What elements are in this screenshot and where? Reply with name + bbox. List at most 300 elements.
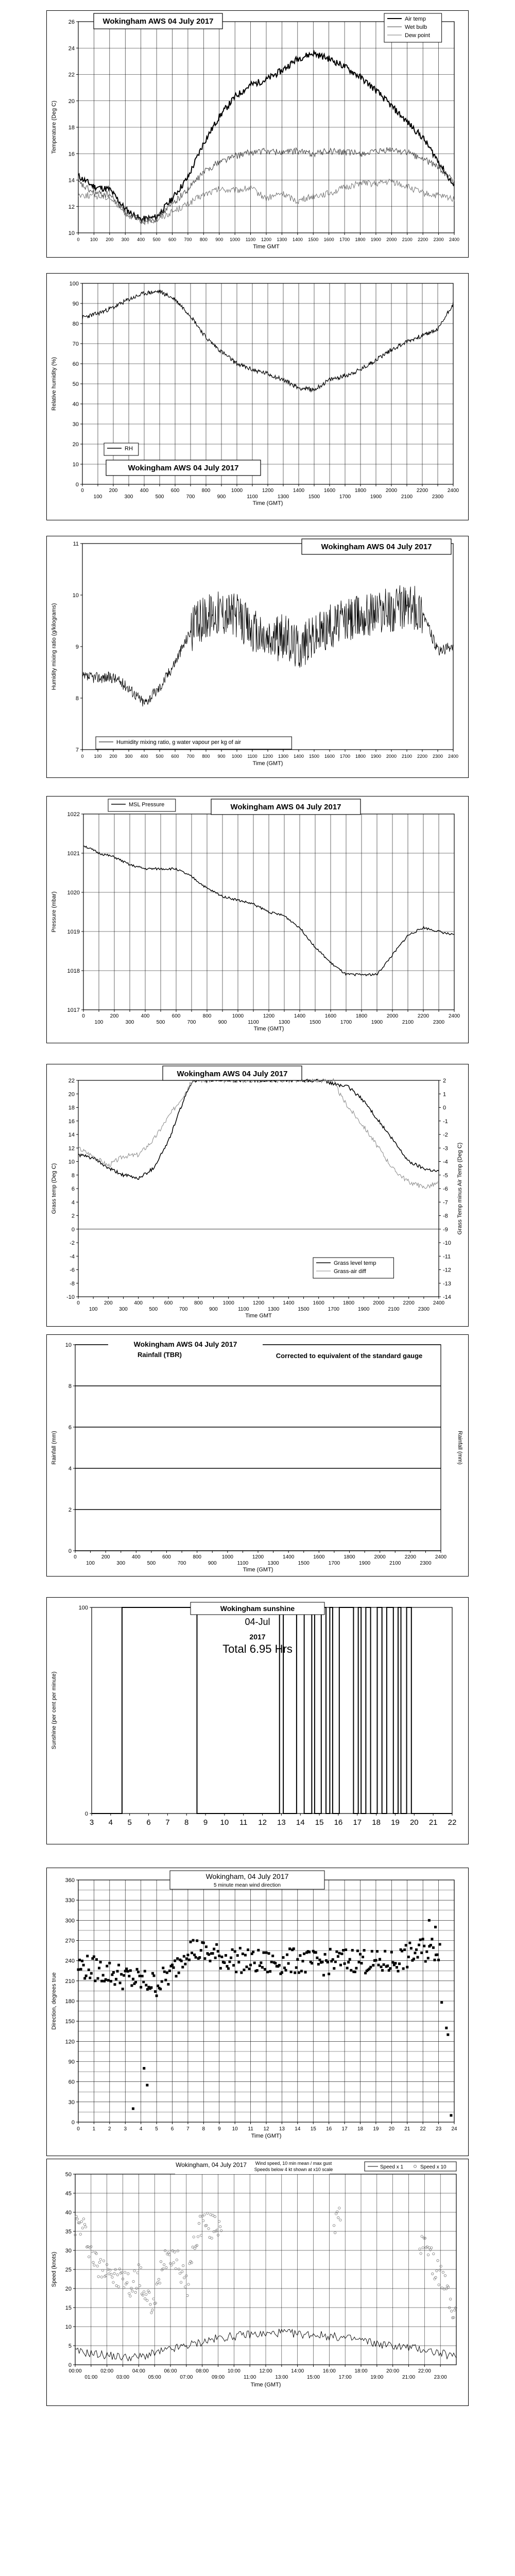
y2-tick-label: 0 — [443, 1105, 447, 1111]
x-tick-label: 1700 — [328, 1307, 339, 1312]
y2-tick-label: -14 — [443, 1294, 451, 1300]
wind-direction-point — [308, 1951, 311, 1953]
x-tick-label: 500 — [149, 1307, 158, 1312]
x-tick-label: 400 — [134, 1300, 143, 1306]
x-axis-label: Time GMT — [245, 1313, 272, 1319]
rainfall-chart-panel — [46, 1334, 469, 1577]
wind-direction-point — [386, 1964, 389, 1967]
x-tick-label: 03:00 — [116, 2375, 130, 2380]
wind-direction-point — [293, 1947, 295, 1950]
wind-direction-point — [130, 1984, 133, 1987]
y2-tick-label: -6 — [443, 1186, 448, 1192]
x-axis-label: Time (GMT) — [251, 2133, 282, 2139]
x-tick-label: 1700 — [328, 1561, 340, 1566]
y-tick-label: 1022 — [67, 811, 80, 818]
wind-direction-point — [347, 1961, 350, 1963]
x-tick-label: 09:00 — [211, 2375, 225, 2380]
y-tick-label: 60 — [68, 2079, 75, 2086]
wind-direction-point — [431, 1938, 433, 1940]
x-tick-label: 1100 — [248, 1020, 259, 1025]
chart-title-title: Wokingham AWS 04 July 2017 — [102, 17, 214, 26]
x-tick-label: 600 — [171, 754, 179, 759]
x-tick-label: 2100 — [388, 1307, 400, 1312]
y-tick-label: 300 — [65, 1918, 75, 1924]
wind-direction-point — [434, 1926, 437, 1928]
wind-direction-point — [134, 1981, 137, 1984]
wind-direction-point — [93, 1955, 95, 1958]
y2-tick-label: -13 — [443, 1280, 451, 1287]
x-tick-label: 800 — [194, 1300, 203, 1306]
x-tick-label: 100 — [94, 754, 102, 759]
wind-direction-point — [167, 1983, 169, 1986]
wind-direction-point — [339, 1964, 342, 1967]
x-tick-label: 2200 — [417, 754, 428, 759]
x-tick-label: 200 — [110, 1013, 119, 1019]
y-axis-label: Relative humidity (%) — [51, 357, 57, 411]
x-tick-label: 2200 — [403, 1300, 415, 1306]
chart-title: Wokingham AWS 04 July 2017 — [133, 1340, 237, 1348]
wind-direction-point — [226, 1965, 228, 1968]
wind-direction-point — [136, 1968, 139, 1971]
wind-direction-chart — [46, 1868, 469, 2156]
legend-label: Wet bulb — [405, 24, 427, 30]
grass-temp-chart-panel — [46, 1064, 469, 1327]
y-axis-label: Sunshine (per cent per minute) — [51, 1671, 57, 1750]
wind-direction-point — [262, 1952, 265, 1954]
wind-direction-point — [132, 1978, 134, 1980]
legend-label: Humidity mixing ratio, g water vapour per kg of air — [116, 739, 242, 745]
wind-direction-point — [195, 1956, 197, 1959]
wind-direction-point — [396, 1966, 398, 1969]
x-tick-label: 1300 — [278, 1020, 290, 1025]
x-tick-label: 10:00 — [227, 2368, 241, 2374]
wind-direction-point — [316, 1957, 318, 1959]
wind-direction-point — [346, 1967, 349, 1970]
y-tick-label: 45 — [65, 2191, 72, 2197]
y2-tick-label: 2 — [443, 1078, 447, 1084]
y-tick-label: 1019 — [67, 929, 80, 935]
y-tick-label: 70 — [72, 341, 79, 347]
x-tick-label: 800 — [199, 237, 208, 242]
x-tick-label: 9 — [217, 2126, 221, 2132]
x-tick-label: 15 — [310, 2126, 316, 2132]
wind-direction-point — [94, 1979, 96, 1982]
wind-direction-point — [98, 1967, 100, 1969]
x-tick-label: 0 — [77, 1300, 80, 1306]
wind-direction-point — [142, 1980, 145, 1983]
x-tick-label: 1900 — [370, 754, 382, 759]
wind-direction-point — [389, 1967, 391, 1970]
wind-direction-point — [150, 1986, 152, 1989]
wind-speed-chart — [46, 2159, 469, 2406]
wind-direction-point — [137, 1971, 140, 1973]
wind-direction-point — [140, 1986, 142, 1989]
x-tick-label: 13 — [277, 1818, 286, 1827]
y-tick-label: 5 — [68, 2343, 72, 2349]
wind-direction-point — [180, 1960, 183, 1962]
wind-direction-point — [232, 1964, 235, 1967]
wind-direction-point — [351, 1949, 354, 1952]
wind-direction-point — [90, 1972, 93, 1975]
wind-direction-point — [372, 1964, 374, 1967]
x-axis-label: Time GMT — [253, 244, 280, 250]
x-tick-label: 900 — [218, 1020, 227, 1025]
wind-direction-point — [146, 1988, 149, 1991]
x-tick-label: 2100 — [401, 754, 413, 759]
x-tick-label: 10 — [232, 2126, 238, 2132]
wind-direction-point — [143, 2067, 145, 2070]
x-tick-label: 2400 — [449, 237, 460, 242]
x-tick-label: 600 — [171, 1013, 181, 1019]
wind-direction-point — [391, 1961, 394, 1963]
wind-direction-point — [390, 1951, 393, 1954]
y-tick-label: 60 — [72, 361, 79, 367]
wind-direction-point — [108, 1962, 111, 1964]
x-tick-label: 1300 — [267, 1561, 279, 1566]
chart-annotation: Corrected to equivalent of the standard gauge — [276, 1352, 423, 1360]
wind-direction-point — [81, 1960, 83, 1962]
chart-subtitle: 5 minute mean wind direction — [213, 1883, 281, 1888]
legend-label: Speed x 10 — [420, 2164, 447, 2170]
wind-direction-point — [349, 1958, 351, 1961]
chart-title: Wokingham, 04 July 2017 — [205, 1872, 289, 1880]
x-tick-label: 1400 — [292, 237, 303, 242]
wind-direction-point — [189, 1941, 192, 1943]
x-axis-label: Time (GMT) — [250, 2382, 281, 2388]
x-tick-label: 1200 — [263, 1013, 275, 1019]
wind-direction-point — [78, 1959, 81, 1961]
wind-direction-point — [413, 1958, 415, 1960]
y-tick-label: 22 — [68, 72, 75, 78]
wind-direction-point — [122, 1988, 124, 1990]
wind-direction-point — [338, 1952, 340, 1955]
x-tick-label: 300 — [116, 1561, 126, 1566]
y-tick-label: 26 — [68, 19, 75, 25]
y-tick-label: 10 — [65, 1342, 72, 1348]
wind-direction-point — [99, 1961, 102, 1963]
x-tick-label: 500 — [156, 1020, 165, 1025]
y-tick-label: 20 — [65, 2286, 72, 2292]
wind-direction-point — [285, 1969, 287, 1972]
x-tick-label: 1200 — [252, 1554, 264, 1560]
y2-tick-label: -3 — [443, 1145, 448, 1152]
x-tick-label: 4 — [139, 2126, 143, 2132]
x-tick-label: 1000 — [232, 1013, 244, 1019]
wind-direction-point — [110, 1980, 112, 1982]
wind-direction-point — [304, 1971, 307, 1974]
x-tick-label: 2000 — [385, 488, 398, 494]
chart-title: Wokingham sunshine — [220, 1604, 295, 1613]
wind-direction-point — [303, 1953, 305, 1955]
wind-direction-point — [337, 1955, 339, 1958]
wind-direction-point — [116, 1970, 119, 1973]
x-tick-label: 1300 — [277, 494, 289, 500]
x-tick-label: 18 — [372, 1818, 381, 1827]
y-tick-label: 0 — [71, 2120, 75, 2126]
y-tick-label: 4 — [68, 1466, 72, 1472]
wind-direction-point — [154, 1990, 157, 1993]
chart-subtitle: Wind speed, 10 min mean / max gust — [255, 2161, 332, 2166]
x-tick-label: 05:00 — [148, 2375, 161, 2380]
wind-direction-point — [264, 1968, 266, 1971]
x-tick-label: 600 — [170, 488, 180, 494]
x-tick-label: 700 — [186, 754, 195, 759]
y-axis-label: Pressure (mbar) — [51, 891, 57, 933]
wind-direction-point — [428, 1919, 431, 1922]
wind-direction-point — [322, 1974, 325, 1976]
legend-label: Grass level temp — [334, 1260, 376, 1266]
x-tick-label: 06:00 — [164, 2368, 177, 2374]
x-tick-label: 0 — [81, 488, 84, 494]
x-tick-label: 300 — [125, 1020, 134, 1025]
x-tick-label: 16 — [334, 1818, 343, 1827]
x-tick-label: 1500 — [298, 1561, 310, 1566]
x-tick-label: 1100 — [237, 1561, 249, 1566]
y-axis-label: Temperature (Deg C) — [51, 100, 57, 154]
y2-tick-label: -8 — [443, 1213, 448, 1219]
y-axis-label: Direction, degrees true — [51, 1972, 57, 2030]
x-tick-label: 1000 — [231, 754, 243, 759]
x-tick-label: 01:00 — [84, 2375, 98, 2380]
wind-direction-point — [200, 1949, 202, 1952]
y-tick-label: 210 — [65, 1978, 75, 1985]
wind-direction-point — [193, 1954, 196, 1956]
y2-tick-label: -9 — [443, 1226, 448, 1233]
wind-direction-point — [89, 1977, 91, 1979]
x-tick-label: 700 — [186, 494, 195, 500]
x-tick-label: 2200 — [417, 1013, 430, 1019]
x-tick-label: 2000 — [373, 1300, 385, 1306]
wind-direction-point — [162, 1967, 164, 1969]
wind-direction-point — [185, 1957, 188, 1960]
x-tick-label: 1400 — [294, 1013, 306, 1019]
y2-axis-label: Grass Temp minus Air Temp (Deg C) — [457, 1142, 463, 1235]
wind-direction-point — [230, 1957, 232, 1959]
wind-direction-point — [363, 1949, 366, 1952]
x-tick-label: 11 — [239, 1818, 248, 1827]
x-tick-label: 300 — [119, 1307, 128, 1312]
y-tick-label: 10 — [68, 230, 75, 236]
x-tick-label: 5 — [155, 2126, 158, 2132]
y-tick-label: 50 — [72, 381, 79, 387]
y2-tick-label: -12 — [443, 1267, 451, 1274]
y-tick-label: 270 — [65, 1938, 75, 1944]
y-tick-label: 30 — [72, 421, 79, 428]
x-tick-label: 4 — [108, 1818, 113, 1827]
x-tick-label: 900 — [217, 754, 226, 759]
wind-direction-point — [252, 1951, 254, 1953]
wind-direction-point — [278, 1964, 281, 1967]
x-tick-label: 23:00 — [434, 2375, 447, 2380]
wind-direction-point — [295, 1967, 298, 1969]
wind-direction-point — [315, 1951, 317, 1954]
y-tick-label: 2 — [71, 1213, 75, 1219]
x-tick-label: 2100 — [402, 1020, 414, 1025]
wind-direction-point — [407, 1956, 410, 1958]
legend-label: Air temp — [405, 16, 426, 22]
y2-tick-label: -7 — [443, 1199, 448, 1206]
wind-direction-point — [377, 1964, 380, 1967]
x-tick-label: 2000 — [374, 1554, 386, 1560]
wind-direction-point — [205, 1945, 208, 1948]
x-tick-label: 400 — [141, 1013, 150, 1019]
wind-direction-point — [403, 1948, 406, 1951]
wind-direction-point — [151, 1972, 154, 1975]
x-tick-label: 2300 — [433, 1020, 445, 1025]
wind-direction-point — [141, 1975, 144, 1977]
x-tick-label: 1200 — [262, 754, 273, 759]
wind-direction-point — [269, 1970, 271, 1973]
x-tick-label: 2400 — [435, 1554, 447, 1560]
x-tick-label: 2 — [108, 2126, 111, 2132]
wind-direction-point — [106, 1965, 108, 1968]
wind-direction-point — [219, 1967, 222, 1970]
y-tick-label: -4 — [70, 1253, 75, 1260]
wind-direction-point — [298, 1971, 300, 1974]
y-tick-label: 20 — [68, 1091, 75, 1098]
wind-direction-point — [300, 1970, 303, 1972]
wind-direction-point — [234, 1950, 236, 1953]
x-tick-label: 800 — [202, 754, 210, 759]
y-tick-label: 12 — [68, 1145, 75, 1152]
x-tick-label: 1100 — [245, 237, 256, 242]
wind-direction-point — [146, 2084, 148, 2087]
wind-direction-point — [354, 1971, 356, 1973]
wind-direction-point — [128, 1975, 130, 1977]
y2-axis-label: Rainfall (mm) — [457, 1431, 463, 1465]
wind-direction-point — [191, 1952, 193, 1954]
x-tick-label: 1900 — [370, 494, 382, 500]
y-tick-label: 50 — [65, 2172, 72, 2178]
x-tick-label: 1800 — [354, 488, 367, 494]
y-tick-label: 90 — [72, 301, 79, 307]
wind-direction-point — [168, 1970, 171, 1972]
y2-tick-label: 1 — [443, 1091, 447, 1098]
x-tick-label: 0 — [74, 1554, 77, 1560]
wind-direction-point — [163, 1971, 166, 1973]
x-tick-label: 2300 — [432, 494, 444, 500]
y-tick-label: 14 — [68, 177, 75, 184]
x-tick-label: 02:00 — [100, 2368, 114, 2374]
wind-direction-point — [259, 1964, 261, 1967]
humidity-chart — [46, 273, 469, 520]
x-tick-label: 800 — [202, 1013, 212, 1019]
y-tick-label: 6 — [68, 1425, 72, 1431]
wind-direction-point — [173, 1967, 175, 1969]
y-tick-label: 18 — [68, 125, 75, 131]
y-tick-label: -10 — [66, 1294, 75, 1300]
x-tick-label: 15 — [315, 1818, 324, 1827]
y-tick-label: 80 — [72, 321, 79, 327]
x-tick-label: 900 — [215, 237, 224, 242]
x-tick-label: 6 — [146, 1818, 151, 1827]
x-tick-label: 8 — [202, 2126, 205, 2132]
wind-direction-point — [256, 1969, 259, 1972]
mixing-ratio-chart-panel — [46, 536, 469, 778]
wind-direction-point — [171, 1963, 174, 1966]
wind-direction-point — [321, 1961, 323, 1963]
sunshine-chart — [46, 1597, 469, 1844]
temperature-chart — [46, 10, 469, 258]
wind-direction-point — [196, 1939, 198, 1942]
x-tick-label: 1200 — [252, 1300, 265, 1306]
x-tick-label: 1500 — [308, 494, 320, 500]
x-tick-label: 2400 — [448, 754, 459, 759]
wind-direction-point — [379, 1958, 381, 1960]
y-tick-label: 16 — [68, 151, 75, 158]
wind-direction-point — [236, 1954, 239, 1957]
y2-tick-label: -5 — [443, 1172, 448, 1179]
y-tick-label: 180 — [65, 1998, 75, 2005]
x-tick-label: 12 — [263, 2126, 269, 2132]
wind-direction-point — [401, 1950, 403, 1953]
x-tick-label: 200 — [109, 754, 117, 759]
sunshine-total: Total 6.95 Hrs — [222, 1642, 293, 1655]
x-tick-label: 2400 — [447, 488, 459, 494]
wind-direction-point — [294, 1972, 296, 1974]
wind-direction-point — [283, 1967, 286, 1969]
wind-direction-point — [445, 2027, 448, 2029]
x-tick-label: 13 — [279, 2126, 285, 2132]
x-tick-label: 11 — [248, 2126, 253, 2132]
y-tick-label: 0 — [68, 2362, 72, 2368]
wind-direction-point — [86, 1955, 89, 1957]
x-tick-label: 1400 — [293, 754, 304, 759]
wind-direction-point — [432, 1946, 435, 1949]
x-tick-label: 2000 — [386, 754, 397, 759]
wind-direction-point — [175, 1975, 178, 1977]
y-tick-label: 7 — [75, 747, 79, 753]
x-tick-label: 1800 — [344, 1554, 355, 1560]
x-tick-label: 900 — [208, 1561, 217, 1566]
x-tick-label: 6 — [170, 2126, 174, 2132]
wind-direction-point — [82, 1964, 85, 1967]
x-tick-label: 1900 — [371, 1020, 383, 1025]
x-tick-label: 1500 — [308, 237, 319, 242]
chart-subtitle: 04-Jul — [245, 1617, 270, 1627]
wind-direction-point — [266, 1971, 269, 1973]
wind-direction-point — [287, 1962, 290, 1965]
wind-direction-point — [244, 1954, 247, 1956]
wind-direction-point — [164, 1979, 167, 1981]
x-axis-label: Time (GMT) — [253, 1026, 284, 1032]
x-tick-label: 7 — [165, 1818, 170, 1827]
wind-direction-point — [360, 1962, 363, 1964]
y-tick-label: 20 — [72, 442, 79, 448]
wind-direction-point — [290, 1971, 293, 1973]
wind-direction-point — [202, 1942, 205, 1944]
wind-direction-point — [157, 1985, 159, 1987]
x-tick-label: 100 — [94, 1020, 104, 1025]
x-tick-label: 100 — [93, 494, 102, 500]
wind-direction-point — [418, 1944, 420, 1946]
x-tick-label: 500 — [155, 494, 164, 500]
wind-direction-point — [245, 1965, 248, 1968]
x-tick-label: 17:00 — [338, 2375, 352, 2380]
wind-direction-point — [183, 1955, 185, 1958]
wind-direction-point — [111, 1973, 113, 1976]
humidity-chart-panel — [46, 273, 469, 520]
wind-direction-point — [311, 1962, 313, 1964]
y-tick-label: 360 — [65, 1877, 75, 1884]
y-tick-label: 10 — [68, 1159, 75, 1165]
x-tick-label: 18 — [357, 2126, 364, 2132]
wind-direction-point — [384, 1950, 386, 1953]
wind-direction-point — [420, 1952, 423, 1954]
x-tick-label: 1000 — [222, 1300, 234, 1306]
y-tick-label: -2 — [70, 1240, 75, 1246]
x-tick-label: 19:00 — [370, 2375, 384, 2380]
